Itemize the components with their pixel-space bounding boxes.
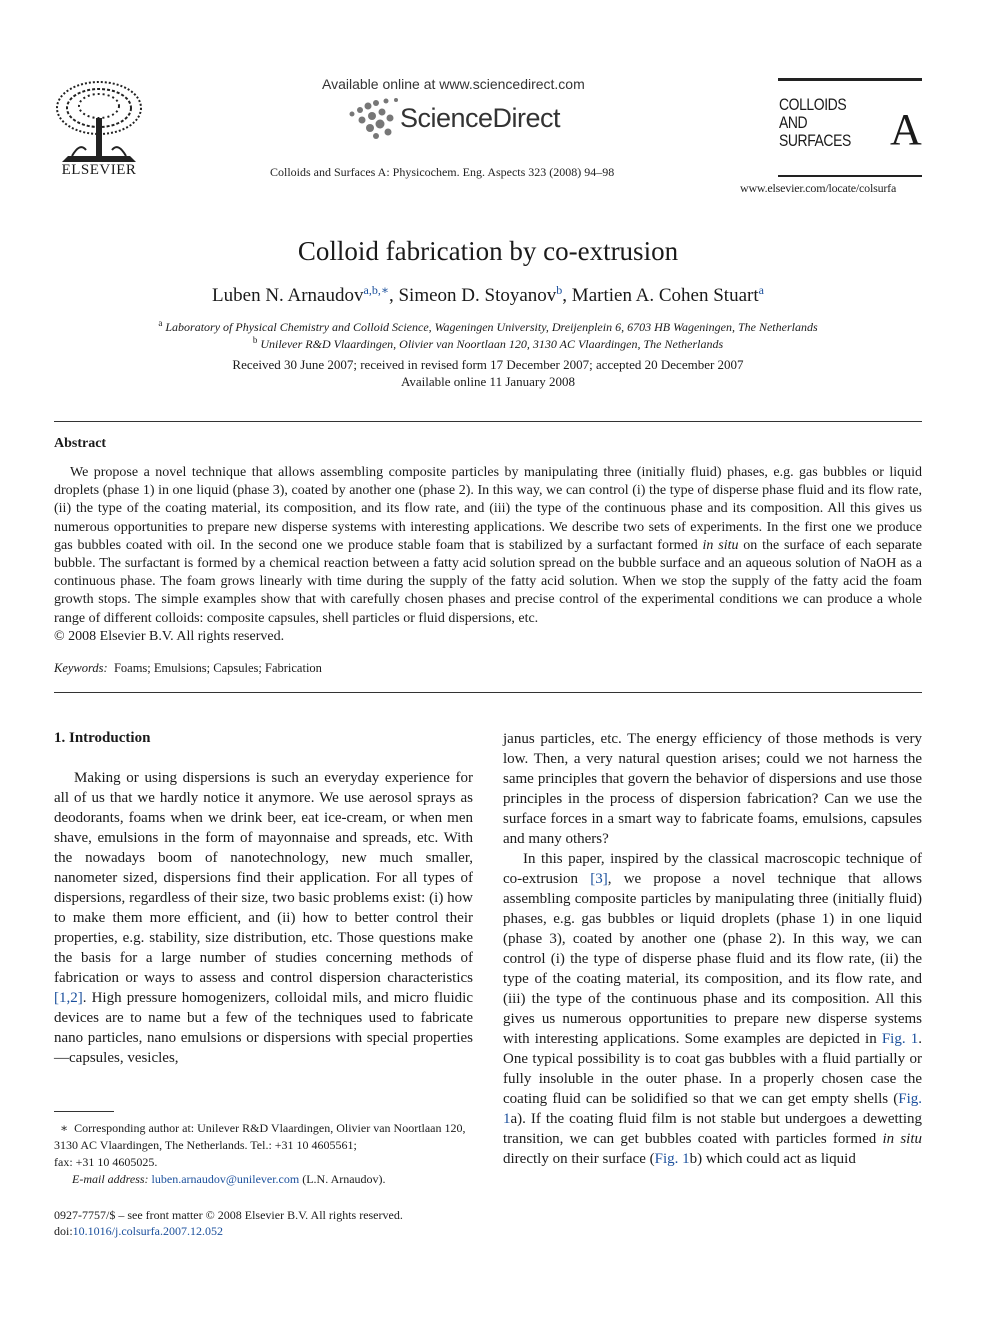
body-text: . One typical possibility is to coat gas bubbles with a fluid partially or fully insoluble in the outer phase. In a properly chosen case the coating fluid can be solidified so that we can get empty shells ( (503, 1031, 922, 1107)
author-name: Martien A. Cohen Stuart (571, 285, 759, 306)
affiliation-a (0, 318, 976, 335)
author-separator: , (388, 285, 399, 306)
affiliation-text: Laboratory of Physical Chemistry and Colloid Science, Wageningen University, Dreijenplein 6, 6703 HB Wageningen, The Netherlands (165, 320, 818, 334)
right-column (503, 729, 922, 1169)
corresponding-author: Corresponding author at: Unilever R&D Vlaardingen, Olivier van Noortlaan 120, 3130 AC Vlaardingen, The Netherlands. Tel.: +31 10 4605561; (54, 1121, 466, 1152)
author-affiliation-mark[interactable]: b (556, 283, 563, 297)
body-text: b) which could act as liquid (689, 1151, 856, 1167)
fax: fax: +31 10 4605025. (54, 1155, 158, 1169)
author-separator: , (562, 285, 572, 306)
abstract-text: on the surface of each separate bubble. The surfactant is formed by a chemical reaction between a fatty acid solution spread on the bubble surface and an aqueous solution of NaOH as a continuous phase. The foam grows linearly with time during the supply of the fatty acid solution. When we stop the supply of the fatty acid the foam growth stops. The simple examples show that with carefully chosen phases and precise control of the experimental conditions we can produce a whole range of different colloids: composite capsules, shell particles or fluid dispersions, etc. (54, 537, 922, 626)
doi-label: doi: (54, 1224, 73, 1238)
paper-title: Colloid fabrication by co-extrusion (297, 236, 679, 266)
sciencedirect-wordmark: ScienceDirect (400, 103, 561, 133)
received-dates: Received 30 June 2007; received in revised form 17 December 2007; accepted 20 December 2007 (232, 357, 744, 372)
body-text: , we propose a novel technique that allows assembling composite particles by manipulating three (initially fluid) phases, e.g. gas bubbles or liquid droplets (phase 1) in one liquid (phase 3), coated by another one (phase 2). In this way, we can control (i) the type of disperse phase fluid and its flow rate, (ii) the type of the coating material, its composition, and its flow rate, and (iii) the type of the continuous phase and its composition. All this gives us numerous opportunities to prepare new disperse systems with interesting applications. Some examples are depicted in (503, 871, 922, 1047)
journal-citation: Colloids and Surfaces A: Physicochem. Eng. Aspects 323 (2008) 94–98 (270, 165, 615, 179)
affiliation-b (0, 335, 976, 352)
body-italic: in situ (882, 1131, 922, 1147)
section-heading: 1. Introduction (54, 730, 151, 746)
divider (54, 692, 922, 693)
footnote-rule (54, 1111, 114, 1112)
issn-line: 0927-7757/$ – see front matter © 2008 Elsevier B.V. All rights reserved. (54, 1208, 403, 1222)
available-online-date: Available online 11 January 2008 (400, 374, 575, 389)
figure-link[interactable]: Fig. 1 (654, 1151, 690, 1167)
publisher-name: ELSEVIER (61, 162, 137, 178)
affiliation-text: Unilever R&D Vlaardingen, Olivier van Noortlaan 120, 3130 AC Vlaardingen, The Netherlands (260, 337, 724, 351)
body-text: Making or using dispersions is such an everyday experience for all of us that we hardly notice it anymore. We use aerosol sprays as deodorants, foams when we drink beer, eat ice-cream, or when men shave, emulsions in the form of mayonnaise and spreads, etc. With the nowadays boom of nanotechnology, new much smaller, nanometer sized, dispersions find their application. For all types of dispersions, regardless of their size, two basic problems exist: (i) how to make them more efficient, and (ii) how to better control their properties, e.g. stability, size distribution, etc. Those questions make the basis for a large number of studies concerning methods of fabrication or ways to assess and control dispersion characteristics (54, 770, 473, 986)
body-text: In this paper, inspired by the classical macroscopic technique of co-extrusion (503, 851, 922, 887)
body-text: directly on their surface ( (503, 1151, 655, 1167)
figure-link[interactable]: Fig. 1 (503, 1091, 922, 1127)
abstract-text: We propose a novel technique that allows assembling composite particles by manipulating three (initially fluid) phases, e.g. gas bubbles or liquid droplets (phase 1) in one liquid (phase 3), coated by another one (phase 2). In this way, we can control (i) the type of disperse phase fluid and its flow rate, (ii) the type of the coating material, its composition, and its flow rate, and (iii) the type of the continuous phase and its composition. All this gives us numerous opportunities to prepare new disperse systems with interesting applications. We describe two sets of experiments. In the first one we produce gas bubbles coated with oil. In the second one we produce stable foam that is stabilized by a surfactant formed (54, 465, 922, 553)
footnote (54, 1120, 474, 1188)
author-affiliation-mark[interactable]: a (758, 283, 764, 297)
email-label: E-mail address: (72, 1172, 149, 1186)
footnote-mark: ∗ (60, 1121, 69, 1135)
citation-link[interactable]: [1,2] (54, 990, 83, 1006)
journal-logo-title: COLLOIDS AND SURFACES (779, 95, 851, 150)
affiliation-mark: b (252, 335, 258, 345)
email-owner: (L.N. Arnaudov). (302, 1172, 386, 1186)
journal-url-link[interactable]: www.elsevier.com/locate/colsurfa (740, 181, 897, 195)
abstract-italic: in situ (702, 537, 739, 553)
journal-logo-top-rule (778, 78, 922, 81)
body-paragraph: janus particles, etc. The energy efficiency of those methods is very low. Then, a very natural question arises; could we not harness the same principles that govern the behavior of dispersions and use those principles in the process of dispersion fabrication? Can we use the surface forces in a smart way to fabricate foams, emulsions, capsules and many others? (503, 731, 922, 847)
email-link[interactable]: luben.arnaudov@unilever.com (151, 1172, 300, 1186)
doi-line (54, 1224, 223, 1239)
divider (54, 421, 922, 422)
abstract-copyright: © 2008 Elsevier B.V. All rights reserved. (54, 629, 285, 644)
keywords (54, 661, 322, 676)
author-name: Luben N. Arnaudov (212, 285, 364, 306)
doi-link[interactable]: 10.1016/j.colsurfa.2007.12.052 (72, 1224, 223, 1238)
journal-logo-letter: A (890, 105, 922, 154)
citation-link[interactable]: [3] (590, 871, 608, 887)
affiliation-mark: a (158, 318, 163, 328)
author-affiliation-mark[interactable]: a,b,∗ (363, 283, 389, 297)
author-name: Simeon D. Stoyanov (398, 285, 557, 306)
left-column (54, 768, 473, 1068)
keywords-list: Foams; Emulsions; Capsules; Fabrication (113, 661, 322, 675)
keywords-label: Keywords: (54, 661, 108, 675)
abstract-heading: Abstract (54, 436, 107, 451)
figure-link[interactable]: Fig. 1 (881, 1031, 919, 1047)
body-text: a). If the coating fluid film is not stable but undergoes a dewetting transition, we can get bubbles coated with particles formed (503, 1111, 922, 1147)
author-list (0, 283, 976, 307)
abstract-body (54, 464, 922, 628)
journal-logo-bottom-rule (778, 175, 922, 177)
available-online-text: Available online at www.sciencedirect.com (322, 76, 585, 92)
body-text: . High pressure homogenizers, colloidal mils, and micro fluidic devices are to name but a few of the techniques used to fabricate nano particles, nano emulsions or dispersions with special properties—capsules, vesicles, (54, 990, 473, 1066)
